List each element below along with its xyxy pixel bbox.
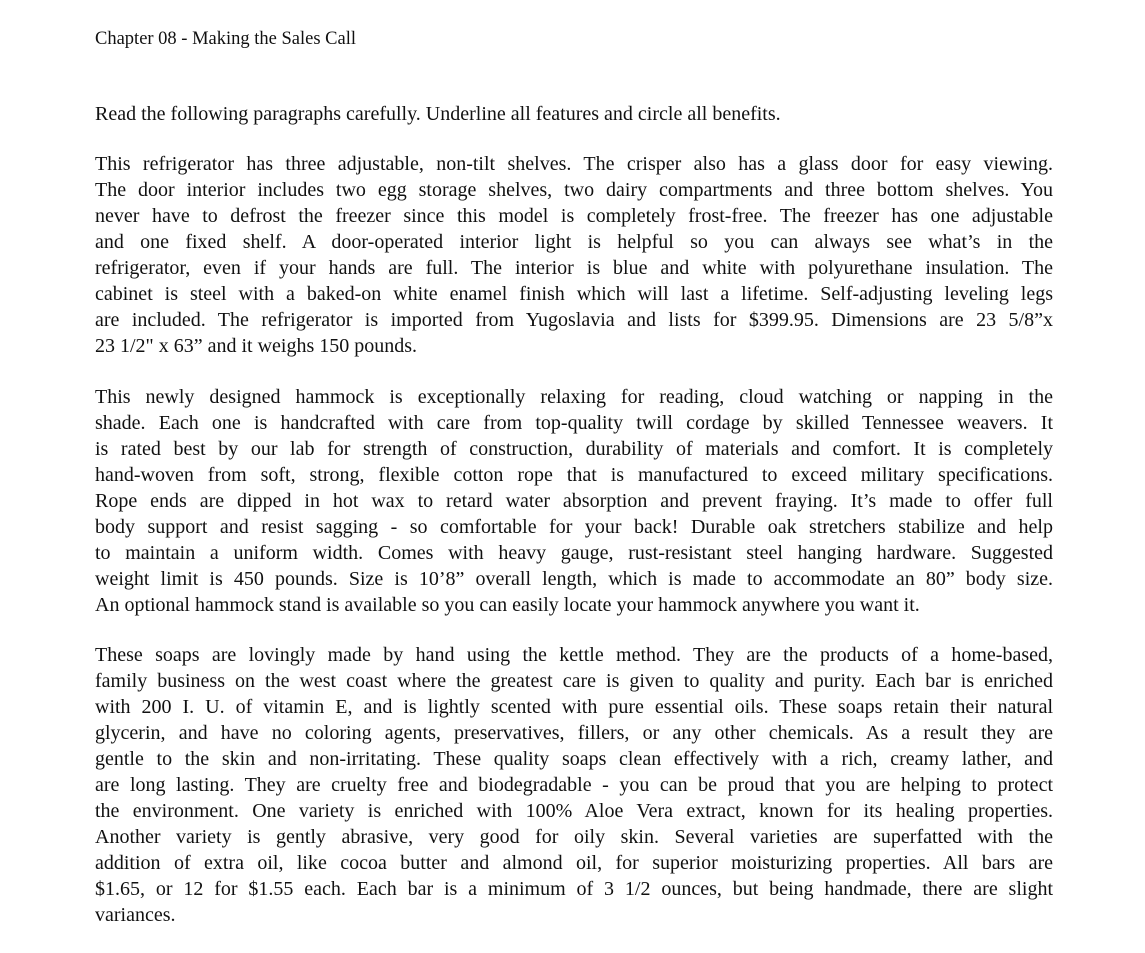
paragraph-line: Another variety is gently abrasive, very good for oily skin. Several varieties are superfatted with the bbox=[95, 826, 1053, 848]
paragraph-line: never have to defrost the freezer since this model is completely frost-free. The freezer has one adjustable bbox=[95, 205, 1053, 227]
paragraph-line: The door interior includes two egg storage shelves, two dairy compartments and three bottom shelves. You bbox=[95, 179, 1053, 201]
paragraph-line: the environment. One variety is enriched with 100% Aloe Vera extract, known for its healing properties. bbox=[95, 800, 1053, 822]
paragraph-line: with 200 I. U. of vitamin E, and is lightly scented with pure essential oils. These soaps retain their natural bbox=[95, 696, 1053, 718]
paragraph-line: are long lasting. They are cruelty free and biodegradable - you can be proud that you are helping to protect bbox=[95, 774, 1053, 796]
paragraph-line: variances. bbox=[95, 904, 176, 926]
paragraph-line: to maintain a uniform width. Comes with heavy gauge, rust-resistant steel hanging hardware. Suggested bbox=[95, 542, 1053, 564]
refrigerator-paragraph bbox=[95, 151, 1053, 359]
paragraph-line: cabinet is steel with a baked-on white enamel finish which will last a lifetime. Self-adjusting leveling legs bbox=[95, 283, 1053, 305]
paragraph-line: is rated best by our lab for strength of construction, durability of materials and comfort. It is completely bbox=[95, 438, 1053, 460]
paragraph-line: This newly designed hammock is exceptionally relaxing for reading, cloud watching or napping in the bbox=[95, 386, 1053, 408]
paragraph-line: $1.65, or 12 for $1.55 each. Each bar is a minimum of 3 1/2 ounces, but being handmade, there are slight bbox=[95, 878, 1053, 900]
soap-paragraph bbox=[95, 642, 1053, 928]
paragraph-line: addition of extra oil, like cocoa butter and almond oil, for superior moisturizing properties. All bars are bbox=[95, 852, 1053, 874]
chapter-header: Chapter 08 - Making the Sales Call bbox=[95, 29, 357, 49]
paragraph-line: refrigerator, even if your hands are full. The interior is blue and white with polyurethane insulation. The bbox=[95, 257, 1053, 279]
paragraph-line: weight limit is 450 pounds. Size is 10’8” overall length, which is made to accommodate an 80” body size. bbox=[95, 568, 1053, 590]
paragraph-line: are included. The refrigerator is imported from Yugoslavia and lists for $399.95. Dimensions are 23 5/8”x bbox=[95, 309, 1053, 331]
instructions-text: Read the following paragraphs carefully. Underline all features and circle all benefits. bbox=[95, 103, 781, 125]
paragraph-line: This refrigerator has three adjustable, non-tilt shelves. The crisper also has a glass door for easy viewing. bbox=[95, 153, 1053, 175]
paragraph-line: hand-woven from soft, strong, flexible cotton rope that is manufactured to exceed military specifications. bbox=[95, 464, 1053, 486]
paragraph-line: and one fixed shelf. A door-operated interior light is helpful so you can always see what’s in the bbox=[95, 231, 1053, 253]
hammock-paragraph bbox=[95, 384, 1053, 618]
document-page bbox=[95, 0, 1053, 953]
paragraph-line: body support and resist sagging - so comfortable for your back! Durable oak stretchers stabilize and help bbox=[95, 516, 1053, 538]
paragraph-line: glycerin, and have no coloring agents, preservatives, fillers, or any other chemicals. As a result they are bbox=[95, 722, 1053, 744]
paragraph-line: Rope ends are dipped in hot wax to retard water absorption and prevent fraying. It’s made to offer full bbox=[95, 490, 1053, 512]
paragraph-line: These soaps are lovingly made by hand using the kettle method. They are the products of a home-based, bbox=[95, 644, 1053, 666]
paragraph-line: shade. Each one is handcrafted with care from top-quality twill cordage by skilled Tennessee weavers. It bbox=[95, 412, 1053, 434]
paragraph-line: 23 1/2" x 63” and it weighs 150 pounds. bbox=[95, 335, 418, 357]
paragraph-line: An optional hammock stand is available so you can easily locate your hammock anywhere you want it. bbox=[95, 594, 920, 616]
paragraph-line: family business on the west coast where the greatest care is given to quality and purity. Each bar is enriched bbox=[95, 670, 1053, 692]
paragraph-line: gentle to the skin and non-irritating. These quality soaps clean effectively with a rich, creamy lather, and bbox=[95, 748, 1053, 770]
